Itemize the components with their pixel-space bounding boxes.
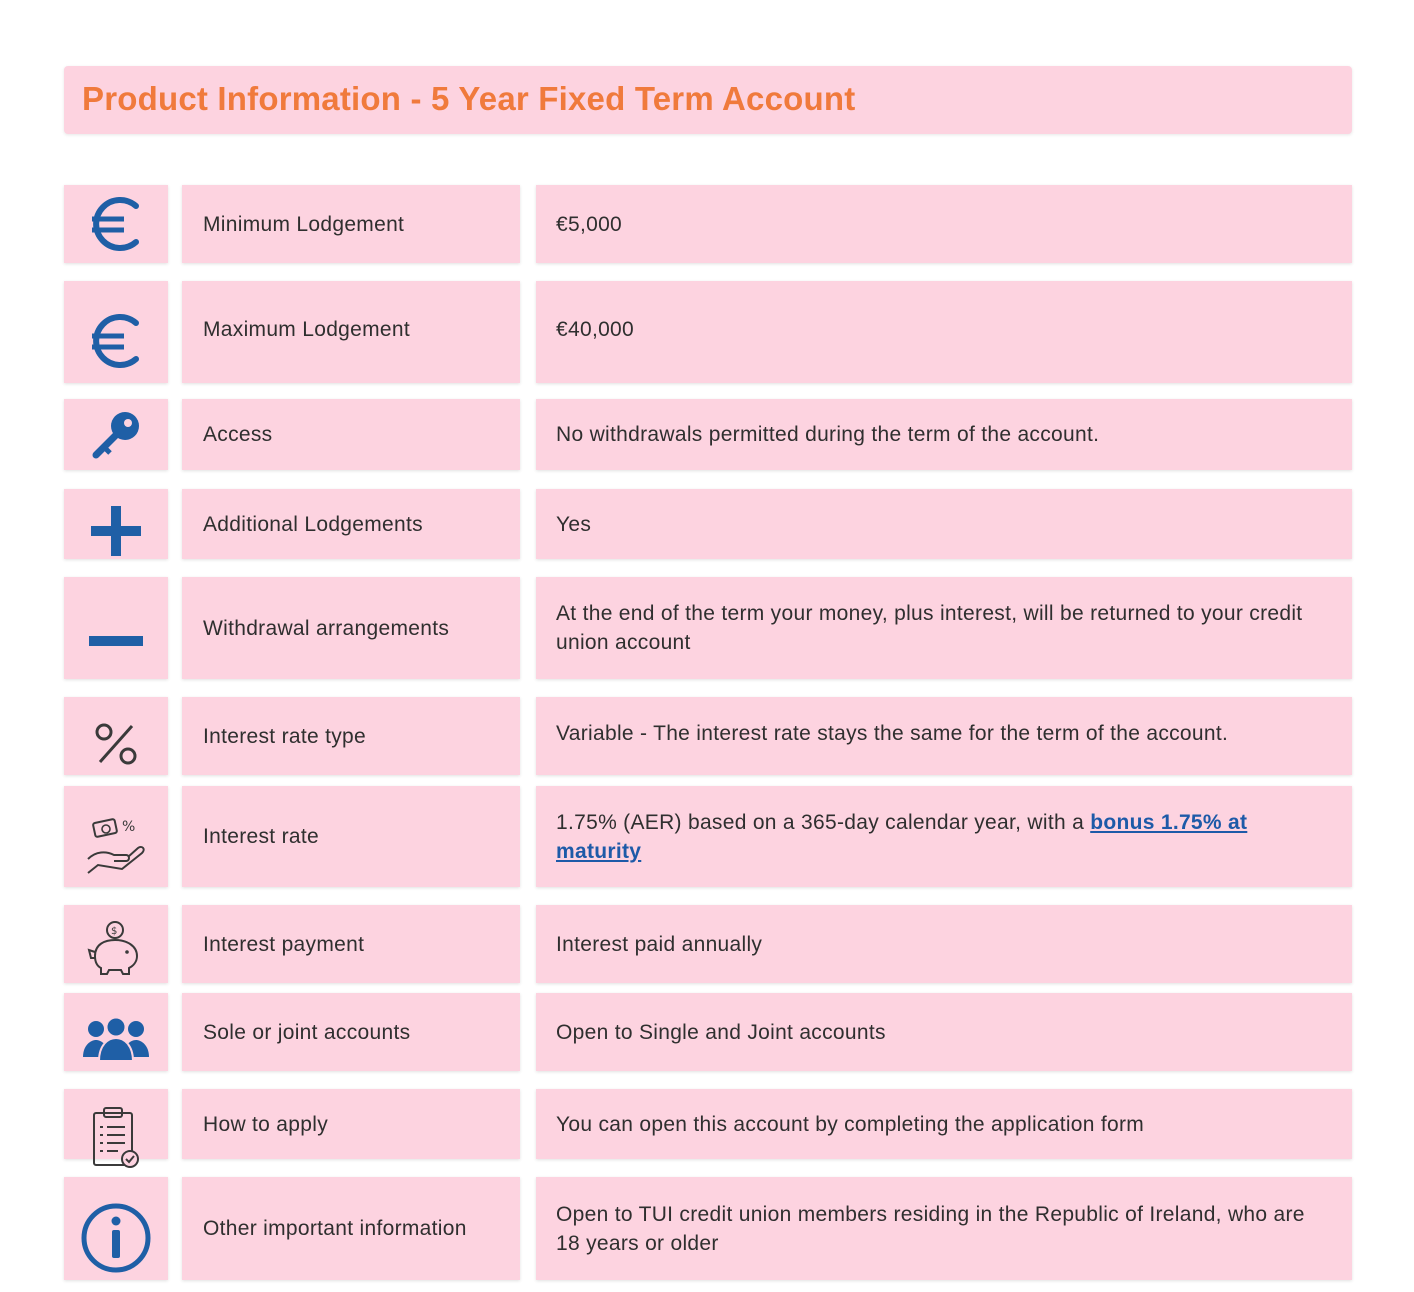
percent-icon [92,720,140,768]
row-value: 1.75% (AER) based on a 365-day calendar year, with a bonus 1.75% at maturity [556,810,1248,863]
row-value: €5,000 [556,212,623,236]
people-group-icon [83,1017,149,1061]
row-label: Other important information [203,1217,467,1240]
row-value: No withdrawals permitted during the term of the account. [556,423,1100,446]
row-value: You can open this account by completing the application form [556,1112,1145,1136]
table-row [64,1089,1352,1159]
row-label: Interest payment [203,932,365,956]
row-value: Interest paid annually [556,932,763,956]
table-row [64,577,1352,679]
table-row [64,281,1352,383]
row-value: Open to TUI credit union members residing in the Republic of Ireland, who are 18 years or older [556,1202,1305,1255]
row-label: Minimum Lodgement [203,212,405,236]
table-row [64,489,1352,559]
svg-text:%: % [122,818,136,835]
title-bar [64,66,1352,134]
svg-text:$: $ [111,926,118,937]
row-label: How to apply [203,1112,328,1136]
row-value: Yes [556,512,592,536]
row-label: Interest rate type [203,724,366,748]
table-row [64,786,1352,887]
row-label: Interest rate [203,825,319,848]
table-row [64,697,1352,775]
row-label: Sole or joint accounts [203,1020,411,1044]
clipboard-checklist-icon [90,1105,142,1169]
info-icon [80,1202,152,1274]
table-row [64,399,1352,470]
table-row [64,185,1352,263]
bonus-link[interactable]: bonus 1.75% at maturity [556,810,1248,863]
euro-icon [86,194,146,254]
table-row [64,993,1352,1071]
row-label: Additional Lodgements [203,512,423,536]
row-value: At the end of the term your money, plus interest, will be returned to your credit union account [556,602,1303,654]
row-value: €40,000 [556,317,635,341]
hand-money-percent-icon [84,815,148,879]
minus-icon [89,634,143,648]
row-label: Maximum Lodgement [203,317,411,341]
row-value: Open to Single and Joint accounts [556,1020,886,1044]
row-label: Access [203,423,273,446]
euro-icon [86,311,146,371]
plus-icon [89,504,143,558]
page-title: Product Information - 5 Year Fixed Term Account [82,80,856,117]
row-label: Withdrawal arrangements [203,616,450,640]
table-row [64,1177,1352,1280]
row-value: Variable - The interest rate stays the same for the term of the account. [556,721,1229,745]
table-row [64,905,1352,983]
key-icon [88,407,144,463]
piggy-bank-icon [85,918,147,980]
